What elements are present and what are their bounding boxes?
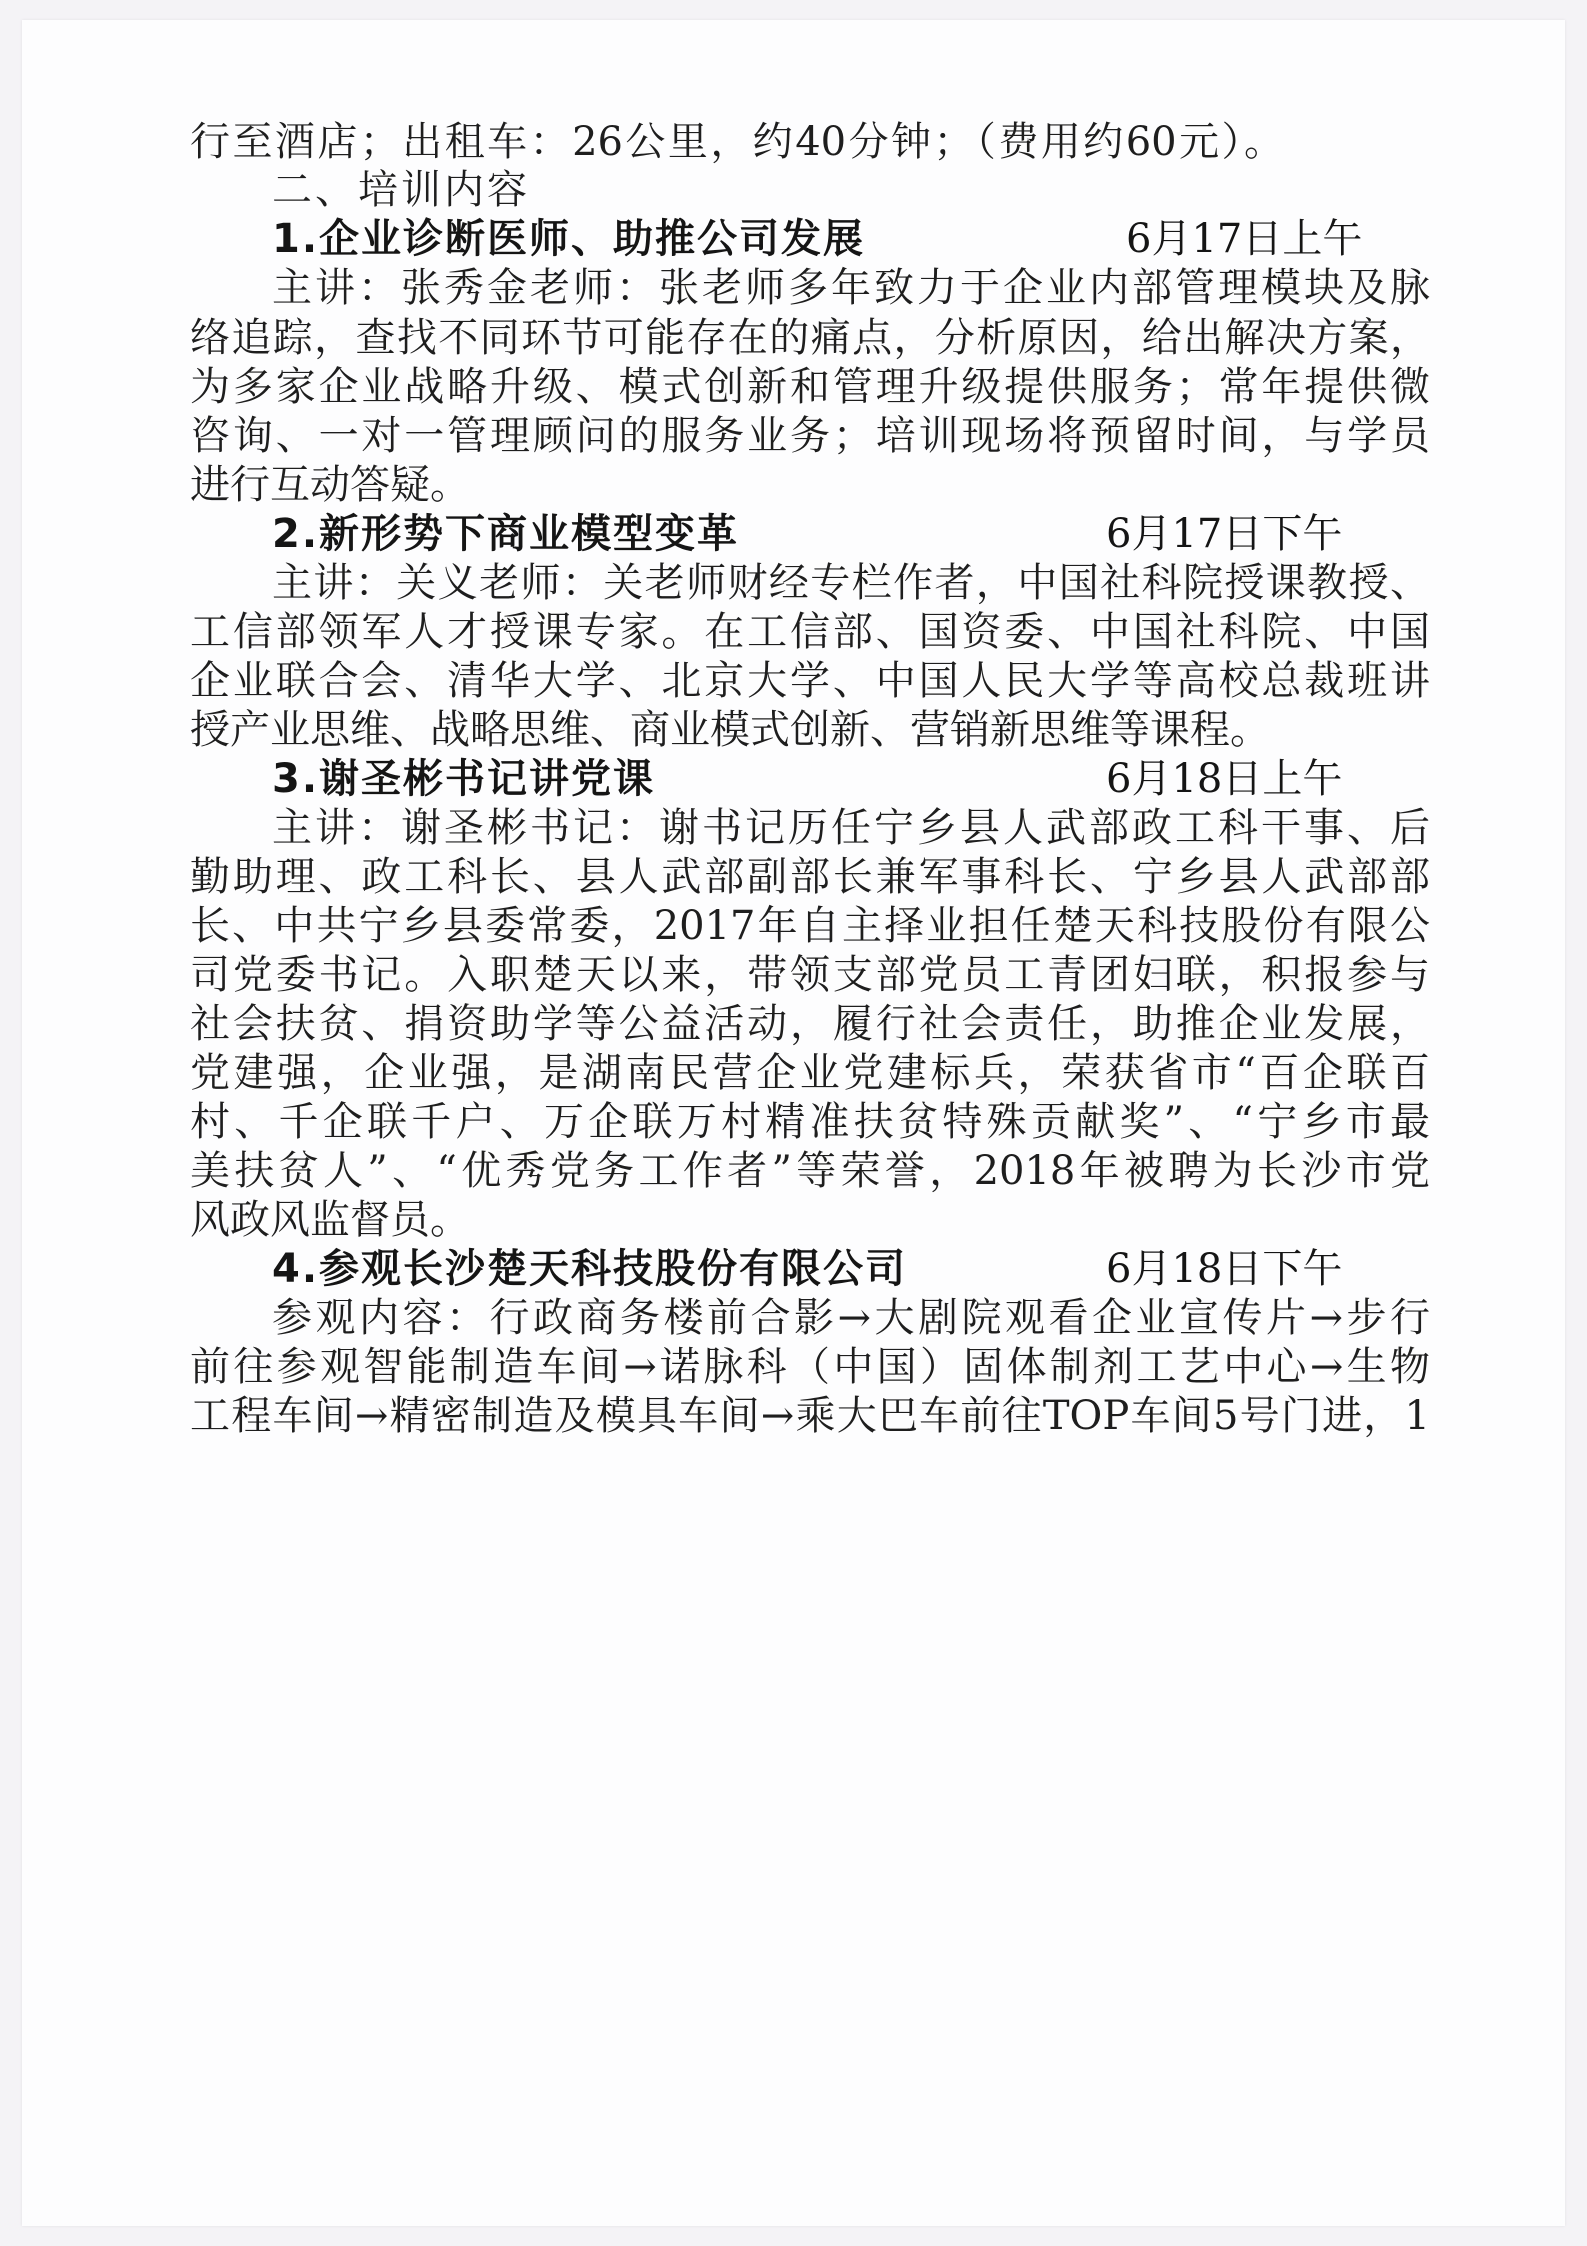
body-line: 授产业思维、战略思维、商业模式创新、营销新思维等课程。	[190, 707, 1270, 753]
body-line: 社会扶贫、捐资助学等公益活动，履行社会责任，助推企业发展，	[190, 1001, 1430, 1047]
body-line: 党建强，企业强，是湖南民营企业党建标兵，荣获省市“百企联百	[190, 1050, 1430, 1096]
item-date: 6月18日上午	[1106, 756, 1343, 802]
item-title: 4.参观长沙楚天科技股份有限公司	[272, 1246, 908, 1292]
body-line: 为多家企业战略升级、模式创新和管理升级提供服务；常年提供微	[190, 364, 1430, 410]
item-title: 3.谢圣彬书记讲党课	[272, 756, 656, 802]
body-line: 司党委书记。入职楚天以来，带领支部党员工青团妇联，积报参与	[190, 952, 1430, 998]
body-line: 前往参观智能制造车间→诺脉科（中国）固体制剂工艺中心→生物	[190, 1344, 1430, 1390]
body-line: 进行互动答疑。	[190, 462, 470, 508]
body-line: 风政风监督员。	[190, 1197, 470, 1243]
item-title: 2.新形势下商业模型变革	[272, 511, 740, 557]
body-line: 参观内容：行政商务楼前合影→大剧院观看企业宣传片→步行	[272, 1295, 1430, 1341]
body-line: 工信部领军人才授课专家。在工信部、国资委、中国社科院、中国	[190, 609, 1430, 655]
body-line: 勤助理、政工科长、县人武部副部长兼军事科长、宁乡县人武部部	[190, 854, 1430, 900]
body-line: 行至酒店；出租车：26公里，约40分钟；（费用约60元）。	[190, 119, 1284, 165]
body-line: 咨询、一对一管理顾问的服务业务；培训现场将预留时间，与学员	[190, 413, 1430, 459]
body-line: 主讲：张秀金老师：张老师多年致力于企业内部管理模块及脉	[272, 265, 1430, 311]
body-line: 长、中共宁乡县委常委，2017年自主择业担任楚天科技股份有限公	[190, 903, 1430, 949]
body-line: 美扶贫人”、“优秀党务工作者”等荣誉，2018年被聘为长沙市党	[190, 1148, 1430, 1194]
item-title: 1.企业诊断医师、助推公司发展	[272, 216, 866, 262]
body-line: 村、千企联千户、万企联万村精准扶贫特殊贡献奖”、“宁乡市最	[190, 1099, 1430, 1145]
item-date: 6月18日下午	[1106, 1246, 1343, 1292]
item-date: 6月17日上午	[1126, 216, 1363, 262]
body-line: 主讲：关义老师：关老师财经专栏作者，中国社科院授课教授、	[272, 560, 1430, 606]
section-title: 二、培训内容	[272, 167, 530, 213]
body-line: 主讲：谢圣彬书记：谢书记历任宁乡县人武部政工科干事、后	[272, 805, 1430, 851]
body-line: 络追踪，查找不同环节可能存在的痛点，分析原因，给出解决方案，	[190, 315, 1430, 361]
body-line: 企业联合会、清华大学、北京大学、中国人民大学等高校总裁班讲	[190, 658, 1430, 704]
body-line: 工程车间→精密制造及模具车间→乘大巴车前往TOP车间5号门进，1	[190, 1393, 1430, 1439]
item-date: 6月17日下午	[1106, 511, 1343, 557]
